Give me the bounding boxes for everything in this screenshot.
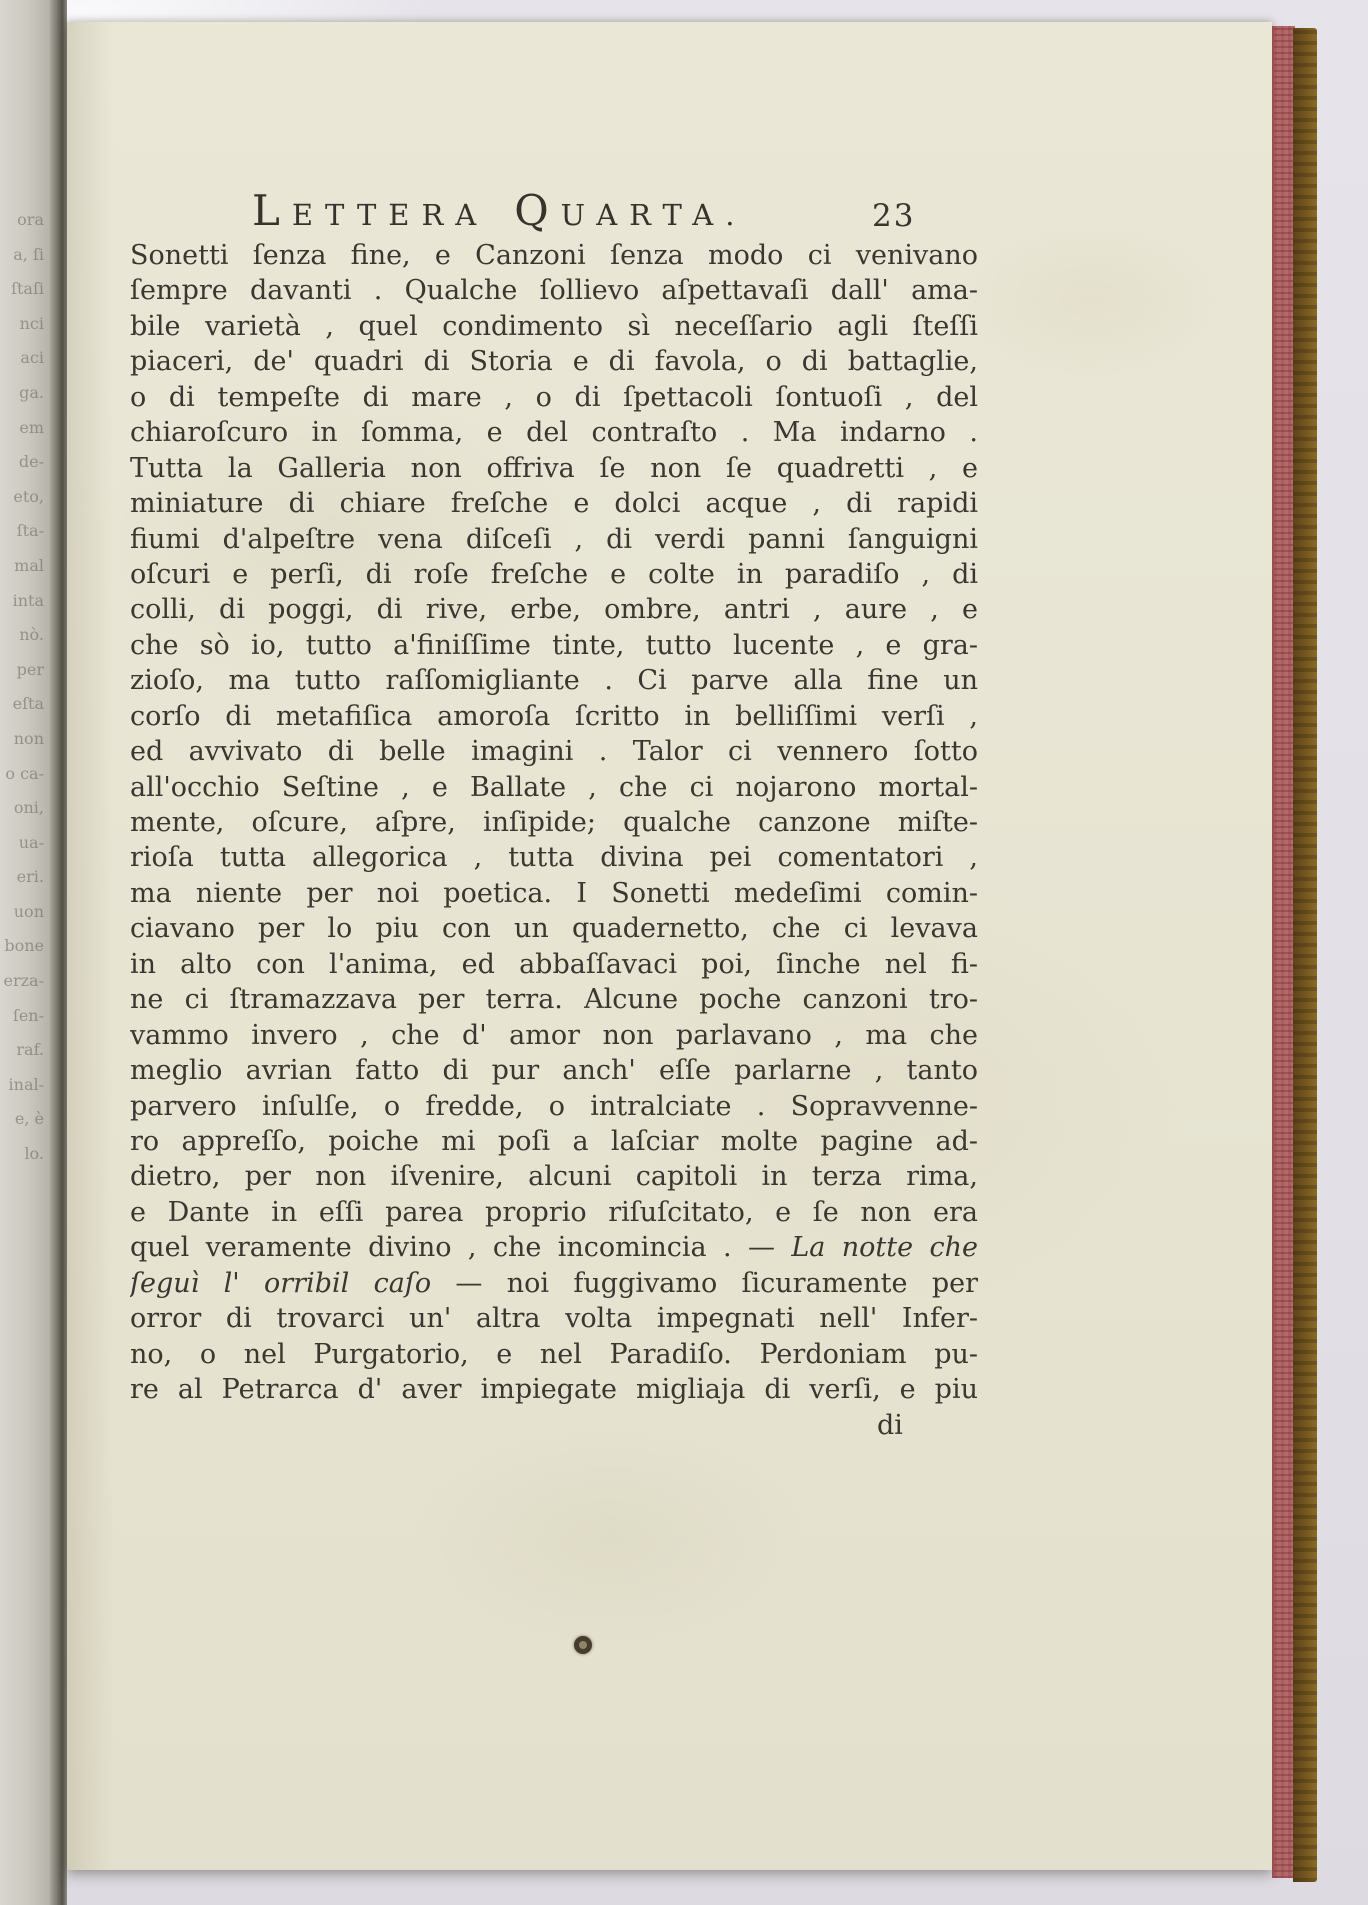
text-line: no, o nel Purgatorio, e nel Paradiſo. Perdoniam pu- xyxy=(130,1338,978,1370)
text-line: miniature di chiare freſche e dolci acque , di rapidi xyxy=(130,488,978,520)
text-line: parvero inſulſe, o fredde, o intralciate . Sopravvenne- xyxy=(130,1090,978,1122)
text-line: orror di trovarci un' altra volta impegnati nell' Infer- xyxy=(130,1303,978,1335)
text-line: zioſo, ma tutto raſſomigliante . Ci parve alla fine un xyxy=(130,665,978,697)
text-line: colli, di poggi, di rive, erbe, ombre, antri , aure , e xyxy=(130,594,978,626)
bleedthrough-fragment: mal xyxy=(14,555,44,575)
adjacent-page-edge xyxy=(0,0,50,1905)
bleedthrough-fragment: ſtaſi xyxy=(11,279,44,299)
bleedthrough-fragment: uon xyxy=(13,901,44,921)
catchword: di xyxy=(877,1410,903,1441)
bleedthrough-fragment: oni, xyxy=(13,798,44,818)
text-line: chiaroſcuro in ſomma, e del contraſto . Ma indarno . xyxy=(130,417,978,449)
bleedthrough-fragment: ſta- xyxy=(16,521,44,541)
bleedthrough-fragment: per xyxy=(16,659,44,679)
book-gutter-shadow xyxy=(50,0,67,1905)
bleedthrough-fragment: nci xyxy=(19,313,44,333)
text-line: bile varietà , quel condimento sì neceſſario agli ſteſſi xyxy=(130,310,978,342)
text-line: ciavano per lo piu con un quadernetto, che ci levava xyxy=(130,913,978,945)
header-word: LETTERA xyxy=(252,186,489,235)
bleedthrough-fragment: erza- xyxy=(3,971,44,991)
text-line: piaceri, de' quadri di Storia e di favola, o di battaglie, xyxy=(130,346,978,378)
bleedthrough-fragment: bone xyxy=(4,936,44,956)
bleedthrough-fragment: a, ſi xyxy=(13,244,44,264)
bleedthrough-fragment: eto, xyxy=(13,486,44,506)
text-line: che sò io, tutto a'finiſſime tinte, tutto lucente , e gra- xyxy=(130,629,978,661)
text-line: ro appreſſo, poiche mi poſi a laſciar molte pagine ad- xyxy=(130,1125,978,1157)
text-line: meglio avrian fatto di pur anch' eſſe parlarne , tanto xyxy=(130,1055,978,1087)
page-header-title xyxy=(252,186,746,235)
bleedthrough-fragment: ga. xyxy=(19,382,44,402)
ink-mark-icon xyxy=(574,1636,592,1654)
bleedthrough-fragment: eri. xyxy=(16,867,44,887)
bleedthrough-fragment: inal- xyxy=(8,1074,44,1094)
bleedthrough-fragment: e, è xyxy=(14,1109,44,1129)
bleedthrough-fragment: raf. xyxy=(16,1040,44,1060)
text-line: e Dante in eſſi parea proprio riſuſcitato, e ſe non era xyxy=(130,1196,978,1228)
text-line: all'occhio Seſtine , e Ballate , che ci nojarono mortal- xyxy=(130,771,978,803)
bleedthrough-fragment: aci xyxy=(20,348,44,368)
text-line: quel veramente divino , che incomincia . — La notte che xyxy=(130,1232,978,1264)
bleedthrough-fragment: ora xyxy=(17,210,44,229)
text-line: ne ci ſtramazzava per terra. Alcune poche canzoni tro- xyxy=(130,984,978,1016)
marginalia xyxy=(0,203,44,1172)
bleedthrough-fragment: inta xyxy=(12,590,44,610)
text-line: ſempre davanti . Qualche ſollievo aſpettavaſi dall' ama- xyxy=(130,275,978,307)
text-line: ma niente per noi poetica. I Sonetti medeſimi comin- xyxy=(130,877,978,909)
bleedthrough-fragment: ua- xyxy=(18,832,44,852)
bleedthrough-fragment: lo. xyxy=(24,1144,44,1164)
body-text xyxy=(130,238,978,1407)
text-line: Tutta la Galleria non offriva ſe non ſe quadretti , e xyxy=(130,452,978,484)
text-line: vammo invero , che d' amor non parlavano , ma che xyxy=(130,1019,978,1051)
text-line: mente, oſcure, aſpre, inſipide; qualche canzone miſte- xyxy=(130,807,978,838)
bleedthrough-fragment: non xyxy=(13,728,44,748)
text-line: Sonetti ſenza fine, e Canzoni ſenza modo ci venivano xyxy=(130,240,978,271)
page-fore-edge-red xyxy=(1272,26,1295,1878)
page-number: 23 xyxy=(872,198,916,234)
text-line: o di tempeſte di mare , o di ſpettacoli ſontuoſi , del xyxy=(130,381,978,413)
text-line: re al Petrarca d' aver impiegate migliaja di verſi, e piu xyxy=(130,1374,978,1405)
text-line: dietro, per non iſvenire, alcuni capitoli in terza rima, xyxy=(130,1161,978,1193)
bleedthrough-fragment: eſta xyxy=(12,694,44,714)
header-word: QUARTA. xyxy=(514,186,747,235)
text-line: oſcuri e perſi, di roſe freſche e colte in paradiſo , di xyxy=(130,558,978,590)
text-line: rioſa tutta allegorica , tutta divina pei comentatori , xyxy=(130,842,978,874)
text-line: ed avvivato di belle imagini . Talor ci vennero ſotto xyxy=(130,736,978,768)
bleedthrough-fragment: em xyxy=(19,417,44,437)
bleedthrough-fragment: de- xyxy=(18,452,44,472)
text-line: in alto con l'anima, ed abbaſſavaci poi, ſinche nel fi- xyxy=(130,948,978,980)
text-line: corſo di metafiſica amoroſa ſcritto in belliſſimi verſi , xyxy=(130,700,978,732)
bleedthrough-fragment: nò. xyxy=(19,625,44,645)
text-line: fiumi d'alpeſtre vena diſceſi , di verdi panni ſanguigni xyxy=(130,523,978,555)
text-line: ſeguì l' orribil caſo — noi fuggivamo ſicuramente per xyxy=(130,1267,978,1299)
book-cover-edge xyxy=(1293,28,1317,1882)
bleedthrough-fragment: o ca- xyxy=(5,763,44,783)
bleedthrough-fragment: ſen- xyxy=(12,1005,44,1025)
